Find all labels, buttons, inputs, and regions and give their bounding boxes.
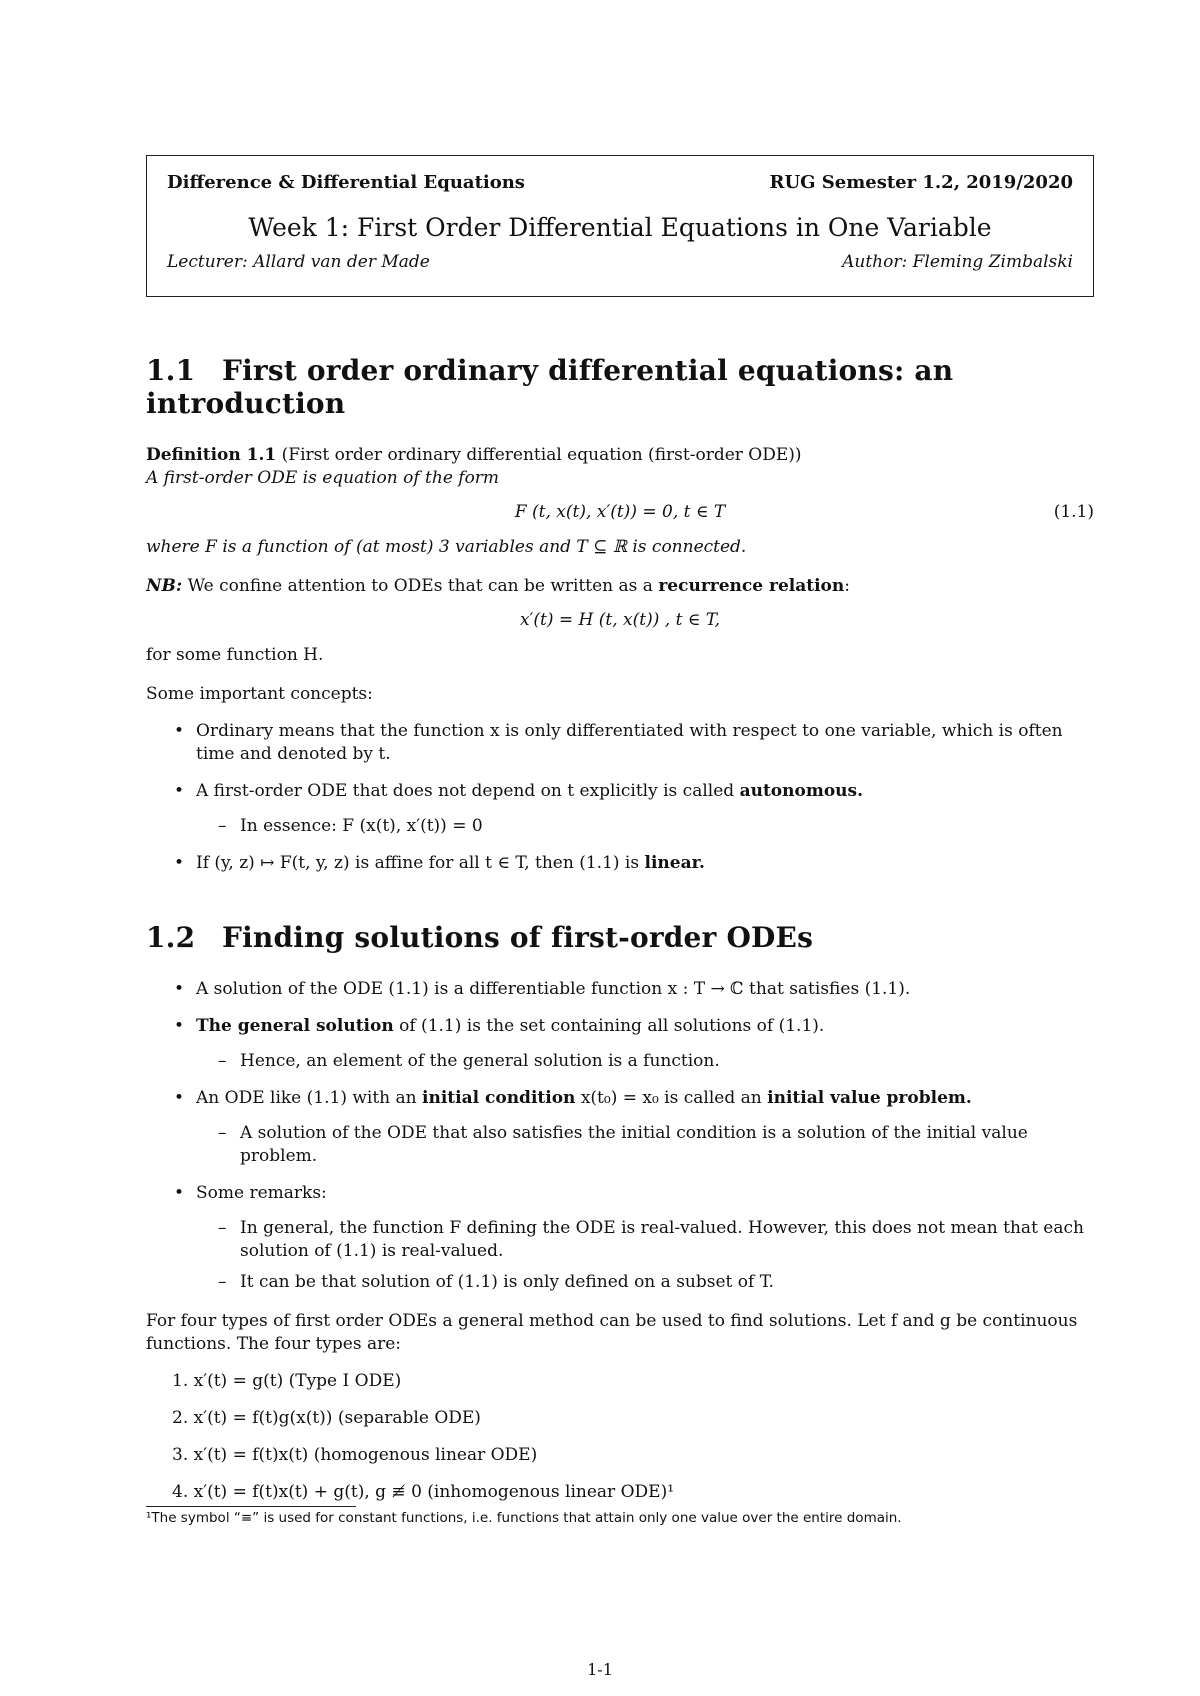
nb-label: NB: bbox=[146, 576, 183, 596]
list-item: • A solution of the ODE (1.1) is a differentiable function x : T → ℂ that satisfies (1.1). bbox=[146, 978, 1094, 1001]
header-box bbox=[146, 155, 1094, 297]
course-name: Difference & Differential Equations bbox=[167, 172, 525, 193]
list-item: • The general solution of (1.1) is the set containing all solutions of (1.1). – Hence, an element of the general solution is a function. bbox=[146, 1015, 1094, 1073]
sub-list-item: – In essence: F (x(t), x′(t)) = 0 bbox=[146, 815, 1094, 838]
list-item: 1. x′(t) = g(t) (Type I ODE) bbox=[172, 1371, 402, 1391]
list-item: 2. x′(t) = f(t)g(x(t)) (separable ODE) bbox=[172, 1408, 481, 1428]
definition-paren: (First order ordinary differential equation (first-order ODE)) bbox=[281, 445, 802, 465]
definition-text: A first-order ODE is equation of the form bbox=[146, 468, 500, 488]
footnote: ¹The symbol “≡” is used for constant functions, i.e. functions that attain only one value over the entire domain. bbox=[146, 1510, 902, 1526]
definition-heading bbox=[146, 444, 1094, 467]
equation-1-1 bbox=[146, 500, 1094, 524]
equation-1-1-tag: (1.1) bbox=[1053, 502, 1094, 522]
equation-recurrence bbox=[146, 608, 1094, 632]
section-2-number: 1.2 bbox=[146, 921, 196, 954]
definition-where: where F is a function of (at most) 3 variables and T ⊆ ℝ is connected. bbox=[146, 537, 747, 557]
sub-list-item: – It can be that solution of (1.1) is only defined on a subset of T. bbox=[146, 1271, 1094, 1294]
section-1-title: First order ordinary differential equations: an introduction bbox=[146, 354, 954, 420]
footnote-rule bbox=[146, 1506, 356, 1507]
sub-list-item: – Hence, an element of the general solution is a function. bbox=[146, 1050, 1094, 1073]
concepts-list bbox=[146, 720, 1094, 875]
types-list bbox=[146, 1370, 1094, 1504]
equation-recurrence-body: x′(t) = H (t, x(t)) , t ∈ T, bbox=[519, 610, 721, 630]
concepts-intro: Some important concepts: bbox=[146, 684, 373, 704]
nb-paragraph bbox=[146, 575, 1094, 598]
list-item: • Some remarks: – In general, the function F defining the ODE is real-valued. However, this does not mean that each solution of (1.1) is real-valued. – It can be that solution of (1.1) is only defined on a subset of T. bbox=[146, 1182, 1094, 1294]
list-item: • An ODE like (1.1) with an initial condition x(t₀) = x₀ is called an initial value problem. – A solution of the ODE that also satisfies the initial condition is a solution of the initial value problem. bbox=[146, 1087, 1094, 1168]
list-item: • If (y, z) ↦ F(t, y, z) is affine for all t ∈ T, then (1.1) is linear. bbox=[146, 852, 1094, 875]
for-some-function: for some function H. bbox=[146, 645, 324, 665]
page bbox=[146, 155, 1094, 1527]
solutions-list bbox=[146, 978, 1094, 1294]
sub-list-item: – A solution of the ODE that also satisfies the initial condition is a solution of the initial value problem. bbox=[146, 1122, 1094, 1168]
lecture-title: Week 1: First Order Differential Equations in One Variable bbox=[248, 213, 992, 242]
equation-1-1-body: F (t, x(t), x′(t)) = 0, t ∈ T bbox=[514, 502, 726, 522]
section-2-title: Finding solutions of first-order ODEs bbox=[222, 921, 814, 954]
nb-bold: recurrence relation bbox=[658, 576, 845, 596]
list-item: 3. x′(t) = f(t)x(t) (homogenous linear ODE) bbox=[172, 1445, 538, 1465]
section-1-number: 1.1 bbox=[146, 354, 196, 387]
sub-list-item: – In general, the function F defining the ODE is real-valued. However, this does not mean that each solution of (1.1) is real-valued. bbox=[146, 1217, 1094, 1263]
page-number: 1-1 bbox=[587, 1660, 613, 1679]
nb-text: We confine attention to ODEs that can be written as a bbox=[187, 576, 653, 596]
list-item: • Ordinary means that the function x is only differentiated with respect to one variable, which is often time and denoted by t. bbox=[146, 720, 1094, 766]
section-1-heading bbox=[146, 354, 1094, 420]
list-item: 4. x′(t) = f(t)x(t) + g(t), g ≢ 0 (inhomogenous linear ODE)¹ bbox=[172, 1482, 675, 1502]
four-types-intro: For four types of first order ODEs a general method can be used to find solutions. Let f and g be continuous functions. The four types are: bbox=[146, 1311, 1078, 1354]
definition-label: Definition 1.1 bbox=[146, 445, 277, 465]
list-item: • A first-order ODE that does not depend on t explicitly is called autonomous. – In essence: F (x(t), x′(t)) = 0 bbox=[146, 780, 1094, 838]
section-2-heading bbox=[146, 921, 1094, 954]
nb-colon: : bbox=[844, 576, 850, 596]
author: Author: Fleming Zimbalski bbox=[842, 252, 1073, 272]
semester: RUG Semester 1.2, 2019/2020 bbox=[769, 172, 1073, 193]
lecturer: Lecturer: Allard van der Made bbox=[167, 252, 430, 272]
